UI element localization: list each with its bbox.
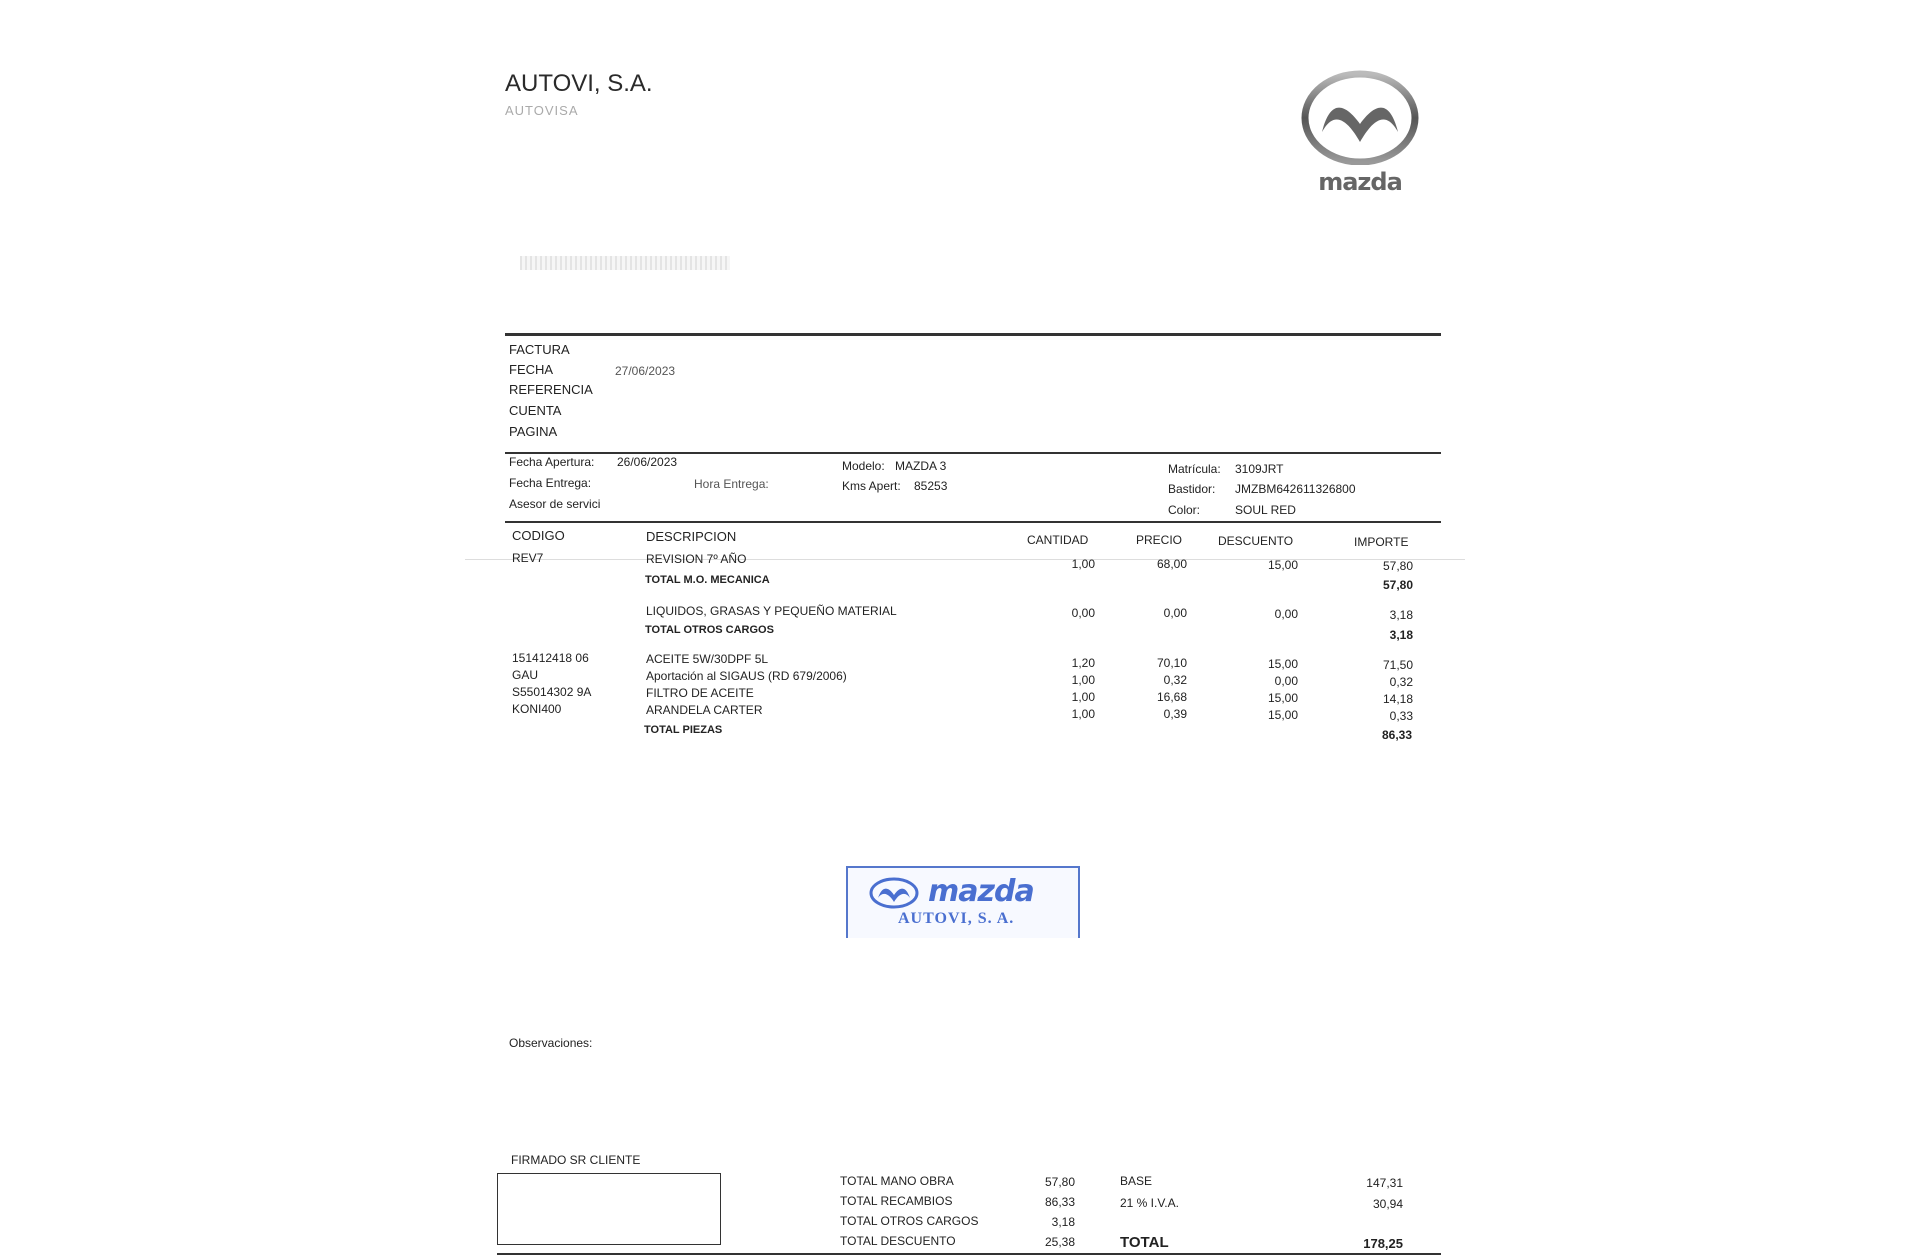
total-label: TOTAL xyxy=(1120,1234,1169,1251)
base-value: 147,31 xyxy=(1366,1176,1403,1190)
row-descripcion: REVISION 7º AÑO xyxy=(646,552,747,566)
pagina-label: PAGINA xyxy=(509,424,558,439)
divider xyxy=(505,521,1441,523)
bottom-divider xyxy=(497,1253,1441,1255)
row-precio: 68,00 xyxy=(1156,557,1187,571)
row-codigo: 151412418 06 xyxy=(512,651,589,665)
kms-label: Kms Apert: xyxy=(842,479,901,493)
row-descuento: 15,00 xyxy=(1267,558,1298,572)
row-precio: 0,32 xyxy=(1163,673,1187,687)
color-label: Color: xyxy=(1168,503,1201,517)
row-descuento: 15,00 xyxy=(1267,691,1298,705)
bastidor-value: JMZBM642611326800 xyxy=(1235,482,1356,496)
total-mo-label: TOTAL M.O. MECANICA xyxy=(645,574,770,586)
fecha-label: FECHA xyxy=(509,362,554,377)
header-codigo: CODIGO xyxy=(512,528,565,543)
color-value: SOUL RED xyxy=(1235,503,1296,517)
row-precio: 0,00 xyxy=(1163,606,1187,620)
company-subtitle: AUTOVISA xyxy=(505,103,579,118)
divider xyxy=(505,452,1441,454)
row-descuento: 0,00 xyxy=(1274,674,1298,688)
header-descripcion: DESCRIPCION xyxy=(646,529,737,544)
total-descuento-label: TOTAL DESCUENTO xyxy=(840,1234,956,1248)
header-precio: PRECIO xyxy=(1136,533,1183,547)
row-cantidad: 1,00 xyxy=(1071,673,1095,687)
kms-value: 85253 xyxy=(914,479,948,493)
mazda-logo xyxy=(1300,70,1420,196)
referencia-label: REFERENCIA xyxy=(509,382,593,397)
row-descuento: 15,00 xyxy=(1267,708,1298,722)
factura-label: FACTURA xyxy=(509,342,570,357)
row-precio: 70,10 xyxy=(1156,656,1187,670)
row-descripcion: FILTRO DE ACEITE xyxy=(646,686,754,700)
row-importe: 57,80 xyxy=(1382,559,1413,573)
row-importe: 71,50 xyxy=(1382,658,1413,672)
row-codigo: S55014302 9A xyxy=(512,685,592,699)
row-descripcion: ACEITE 5W/30DPF 5L xyxy=(646,652,769,666)
hora-entrega-label: Hora Entrega: xyxy=(694,477,769,491)
total-recambios-label: TOTAL RECAMBIOS xyxy=(840,1194,953,1208)
total-otros-value: 3,18 xyxy=(1389,628,1413,642)
iva-label: 21 % I.V.A. xyxy=(1120,1196,1179,1210)
redacted-address xyxy=(520,256,730,270)
row-descuento: 15,00 xyxy=(1267,657,1298,671)
total-piezas-value: 86,33 xyxy=(1381,728,1412,742)
total-otros-cargos-label: TOTAL OTROS CARGOS xyxy=(840,1214,979,1228)
row-cantidad: 1,20 xyxy=(1071,656,1095,670)
total-mano-obra-value: 57,80 xyxy=(1044,1175,1075,1189)
stamp-wordmark: mazda xyxy=(928,874,1034,909)
faint-divider xyxy=(465,559,1465,560)
total-mano-obra-label: TOTAL MANO OBRA xyxy=(840,1174,954,1188)
row-importe: 3,18 xyxy=(1389,608,1413,622)
row-descripcion: ARANDELA CARTER xyxy=(646,703,763,717)
total-descuento-value: 25,38 xyxy=(1044,1235,1075,1249)
cuenta-label: CUENTA xyxy=(509,403,562,418)
header-cantidad: CANTIDAD xyxy=(1027,533,1089,547)
total-otros-label: TOTAL OTROS CARGOS xyxy=(645,624,774,636)
fecha-entrega-label: Fecha Entrega: xyxy=(509,476,592,490)
stamp-company: AUTOVI, S. A. xyxy=(898,910,1015,927)
modelo-label: Modelo: xyxy=(842,459,885,473)
fecha-apertura-value: 26/06/2023 xyxy=(617,455,678,469)
row-precio: 0,39 xyxy=(1163,707,1187,721)
row-descripcion: Aportación al SIGAUS (RD 679/2006) xyxy=(646,669,847,683)
total-mo-value: 57,80 xyxy=(1382,578,1413,592)
company-stamp xyxy=(846,866,1080,938)
row-importe: 0,32 xyxy=(1389,675,1413,689)
row-codigo: REV7 xyxy=(512,551,544,565)
header-importe: IMPORTE xyxy=(1354,535,1409,549)
row-descuento: 0,00 xyxy=(1274,607,1298,621)
row-importe: 0,33 xyxy=(1389,709,1413,723)
asesor-label: Asesor de servici xyxy=(509,497,601,511)
fecha-value: 27/06/2023 xyxy=(615,364,676,378)
iva-value: 30,94 xyxy=(1372,1197,1403,1211)
modelo-value: MAZDA 3 xyxy=(895,459,947,473)
row-cantidad: 0,00 xyxy=(1071,606,1095,620)
row-cantidad: 1,00 xyxy=(1071,707,1095,721)
mazda-wordmark: mazda xyxy=(1318,168,1402,196)
stamp-mazda-emblem-icon xyxy=(868,876,920,910)
header-descuento: DESCUENTO xyxy=(1218,534,1294,548)
mazda-emblem-icon xyxy=(1300,70,1420,165)
row-descripcion: LIQUIDOS, GRASAS Y PEQUEÑO MATERIAL xyxy=(646,604,897,618)
row-cantidad: 1,00 xyxy=(1071,557,1095,571)
total-otros-cargos-value: 3,18 xyxy=(1051,1215,1075,1229)
bastidor-label: Bastidor: xyxy=(1168,482,1216,496)
base-label: BASE xyxy=(1120,1174,1153,1188)
matricula-value: 3109JRT xyxy=(1235,462,1284,476)
firmado-label: FIRMADO SR CLIENTE xyxy=(511,1153,641,1167)
row-codigo: GAU xyxy=(512,668,539,682)
divider xyxy=(505,333,1441,336)
matricula-label: Matrícula: xyxy=(1168,462,1221,476)
observaciones-label: Observaciones: xyxy=(509,1036,593,1050)
row-cantidad: 1,00 xyxy=(1071,690,1095,704)
fecha-apertura-label: Fecha Apertura: xyxy=(509,455,595,469)
row-importe: 14,18 xyxy=(1382,692,1413,706)
row-codigo: KONI400 xyxy=(512,702,562,716)
total-piezas-label: TOTAL PIEZAS xyxy=(644,724,723,736)
signature-box xyxy=(497,1173,721,1245)
total-recambios-value: 86,33 xyxy=(1044,1195,1075,1209)
total-value: 178,25 xyxy=(1363,1236,1403,1251)
row-precio: 16,68 xyxy=(1156,690,1187,704)
company-name: AUTOVI, S.A. xyxy=(505,70,653,97)
